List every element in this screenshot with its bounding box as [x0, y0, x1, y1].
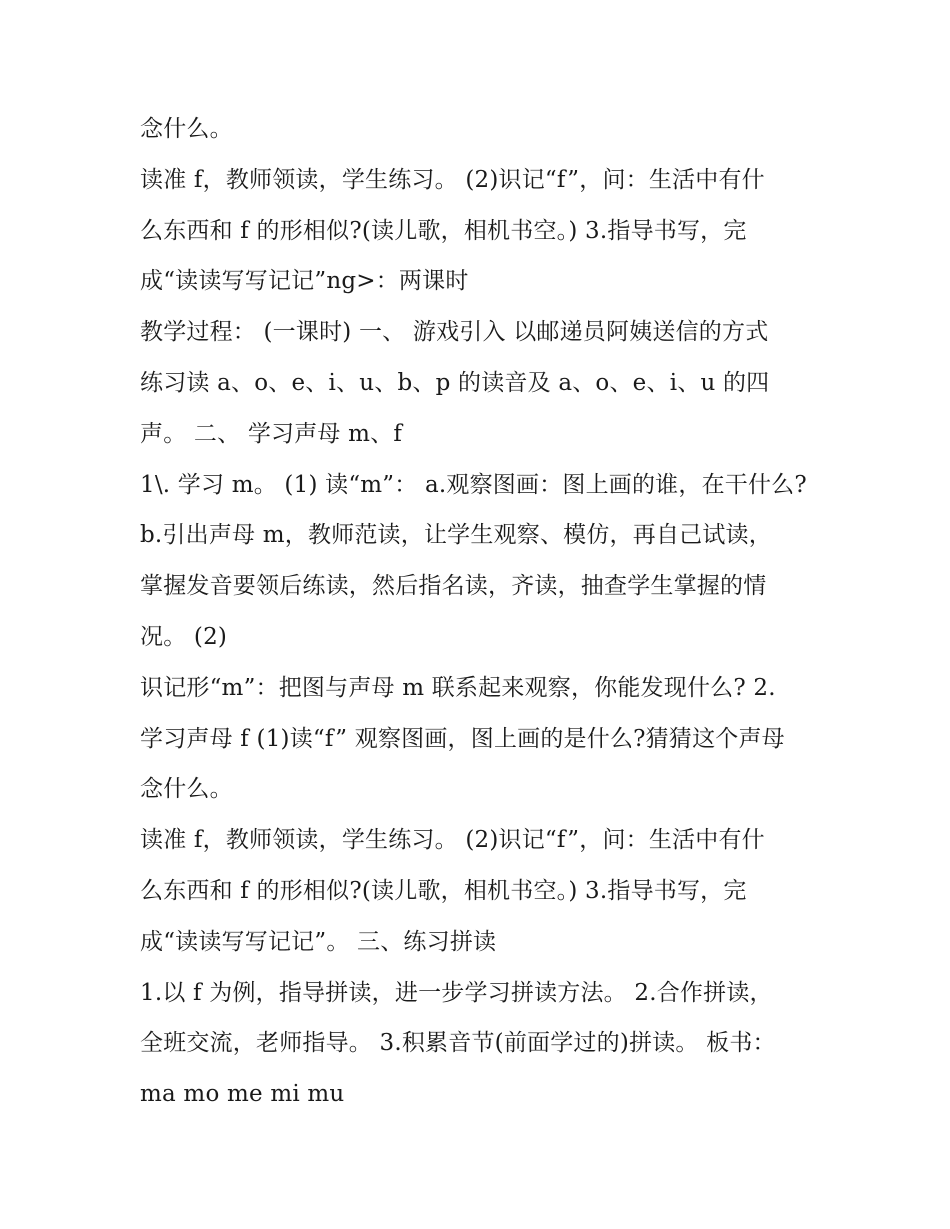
text-line: 掌握发音要领后练读，然后指名读，齐读，抽查学生掌握的情 — [140, 573, 767, 600]
text-line: 练习读 a、o、e、i、u、b、p 的读音及 a、o、e、i、u 的四 — [140, 369, 770, 396]
text-line: 1.以 f 为例，指导拼读，进一步学习拼读方法。 2.合作拼读， — [140, 979, 773, 1006]
text-line: 么东西和 f 的形相似?(读儿歌，相机书空。) 3.指导书写，完 — [140, 877, 747, 904]
text-line: 况。 (2) — [140, 623, 228, 650]
document-body — [140, 104, 820, 1120]
text-line: 么东西和 f 的形相似?(读儿歌，相机书空。) 3.指导书写，完 — [140, 217, 747, 244]
text-line: 成“读读写写记记”ng>：两课时 — [140, 268, 469, 295]
text-line: b.引出声母 m，教师范读，让学生观察、模仿，再自己试读， — [140, 522, 772, 549]
text-line: 念什么。 — [140, 776, 233, 803]
text-line: 成“读读写写记记”。 三、练习拼读 — [140, 928, 497, 955]
text-line: 识记形“m”：把图与声母 m 联系起来观察，你能发现什么? 2. — [140, 674, 776, 701]
text-line: 全班交流，老师指导。 3.积累音节(前面学过的)拼读。 板书： — [140, 1030, 776, 1057]
text-line: 读准 f，教师领读，学生练习。 (2)识记“f”，问：生活中有什 — [140, 827, 765, 854]
text-line: 读准 f，教师领读，学生练习。 (2)识记“f”，问：生活中有什 — [140, 166, 765, 193]
text-line: 声。 二、 学习声母 m、f — [140, 420, 403, 447]
text-line: 学习声母 f (1)读“f” 观察图画，图上画的是什么?猜猜这个声母 — [140, 725, 785, 752]
text-line: 1\. 学习 m。 (1) 读“m”： a.观察图画：图上画的谁，在干什么? — [140, 471, 807, 498]
text-line: ma mo me mi mu — [140, 1081, 345, 1108]
text-line: 念什么。 — [140, 116, 233, 142]
text-line: 教学过程： (一课时) 一、 游戏引入 以邮递员阿姨送信的方式 — [140, 319, 769, 346]
